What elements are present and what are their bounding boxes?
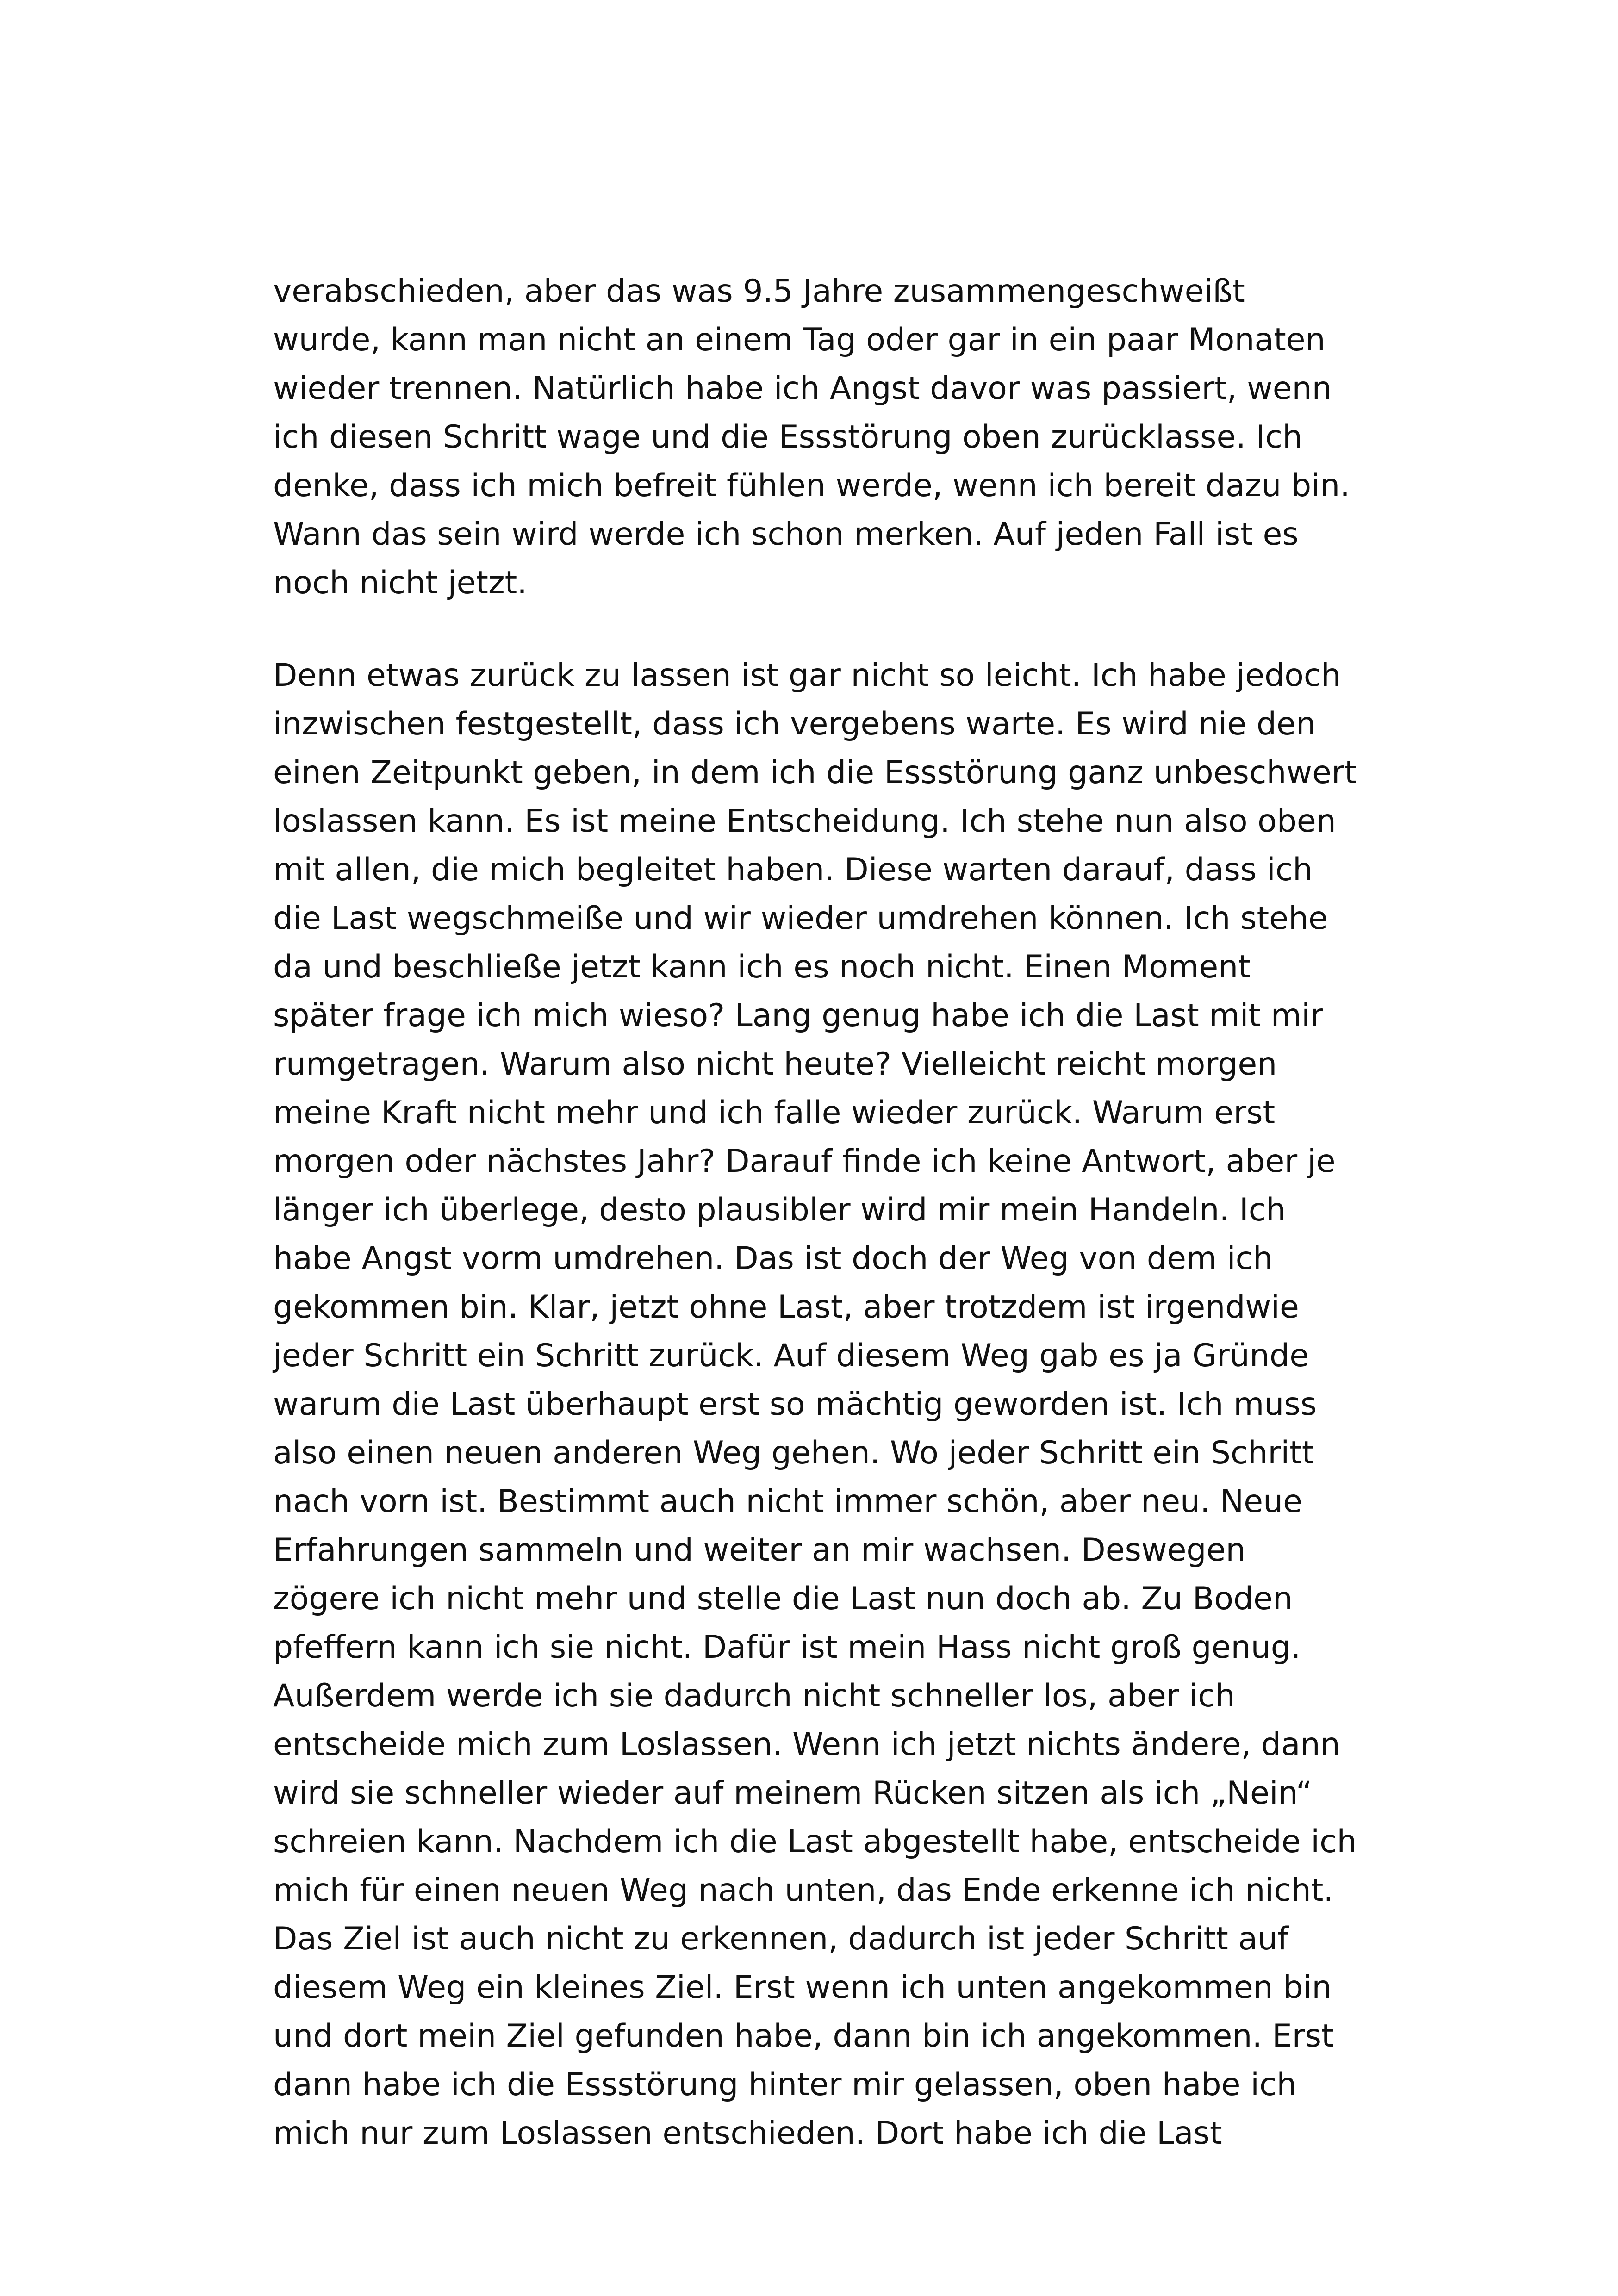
text-line: Erfahrungen sammeln und weiter an mir wachsen. Deswegen [273,1532,1246,1568]
text-line: wird sie schneller wieder auf meinem Rücken sitzen als ich „Nein“ [273,1775,1313,1811]
text-line: noch nicht jetzt. [273,565,527,601]
text-line: dann habe ich die Essstörung hinter mir gelassen, oben habe ich [273,2066,1297,2103]
text-line: Außerdem werde ich sie dadurch nicht schneller los, aber ich [273,1678,1235,1714]
text-line: jeder Schritt ein Schritt zurück. Auf diesem Weg gab es ja Gründe [273,1338,1309,1374]
text-line: inzwischen festgestellt, dass ich vergebens warte. Es wird nie den [273,706,1316,742]
text-line: später frage ich mich wieso? Lang genug habe ich die Last mit mir [273,997,1323,1034]
text-line: wieder trennen. Natürlich habe ich Angst davor was passiert, wenn [273,370,1332,407]
text-line: Wann das sein wird werde ich schon merken. Auf jeden Fall ist es [273,516,1299,553]
text-line: zögere ich nicht mehr und stelle die Last nun doch ab. Zu Boden [273,1580,1293,1617]
text-line: nach vorn ist. Bestimmt auch nicht immer schön, aber neu. Neue [273,1483,1303,1520]
text-line: verabschieden, aber das was 9.5 Jahre zusammengeschweißt [273,273,1245,310]
text-line: schreien kann. Nachdem ich die Last abgestellt habe, entscheide ich [273,1823,1357,1860]
text-line: einen Zeitpunkt geben, in dem ich die Essstörung ganz unbeschwert [273,754,1357,791]
text-line: mit allen, die mich begleitet haben. Diese warten darauf, dass ich [273,852,1313,888]
text-line: rumgetragen. Warum also nicht heute? Vielleicht reicht morgen [273,1046,1277,1083]
text-line: und dort mein Ziel gefunden habe, dann bin ich angekommen. Erst [273,2018,1334,2054]
text-line: morgen oder nächstes Jahr? Darauf finde ich keine Antwort, aber je [273,1143,1336,1180]
text-line: die Last wegschmeiße und wir wieder umdrehen können. Ich stehe [273,900,1328,937]
text-line: da und beschließe jetzt kann ich es noch nicht. Einen Moment [273,949,1251,985]
text-line: gekommen bin. Klar, jetzt ohne Last, aber trotzdem ist irgendwie [273,1289,1299,1325]
text-line: also einen neuen anderen Weg gehen. Wo jeder Schritt ein Schritt [273,1435,1314,1471]
text-line: mich für einen neuen Weg nach unten, das Ende erkenne ich nicht. [273,1872,1334,1909]
text-line: loslassen kann. Es ist meine Entscheidung. Ich stehe nun also oben [273,803,1336,840]
text-line: wurde, kann man nicht an einem Tag oder gar in ein paar Monaten [273,322,1326,358]
text-line: warum die Last überhaupt erst so mächtig geworden ist. Ich muss [273,1386,1317,1423]
text-line: diesem Weg ein kleines Ziel. Erst wenn ich unten angekommen bin [273,1969,1332,2006]
text-line: Denn etwas zurück zu lassen ist gar nicht so leicht. Ich habe jedoch [273,657,1341,694]
text-line: ich diesen Schritt wage und die Essstörung oben zurücklasse. Ich [273,419,1303,455]
text-line: entscheide mich zum Loslassen. Wenn ich jetzt nichts ändere, dann [273,1726,1340,1763]
text-line: Das Ziel ist auch nicht zu erkennen, dadurch ist jeder Schritt auf [273,1921,1289,1957]
text-line: pfeffern kann ich sie nicht. Dafür ist mein Hass nicht groß genug. [273,1629,1301,1666]
text-line: mich nur zum Loslassen entschieden. Dort habe ich die Last [273,2115,1222,2152]
text-line: denke, dass ich mich befreit fühlen werde, wenn ich bereit dazu bin. [273,467,1350,504]
text-line: habe Angst vorm umdrehen. Das ist doch der Weg von dem ich [273,1240,1273,1277]
text-line: länger ich überlege, desto plausibler wird mir mein Handeln. Ich [273,1192,1286,1228]
text-line: meine Kraft nicht mehr und ich falle wieder zurück. Warum erst [273,1095,1276,1131]
